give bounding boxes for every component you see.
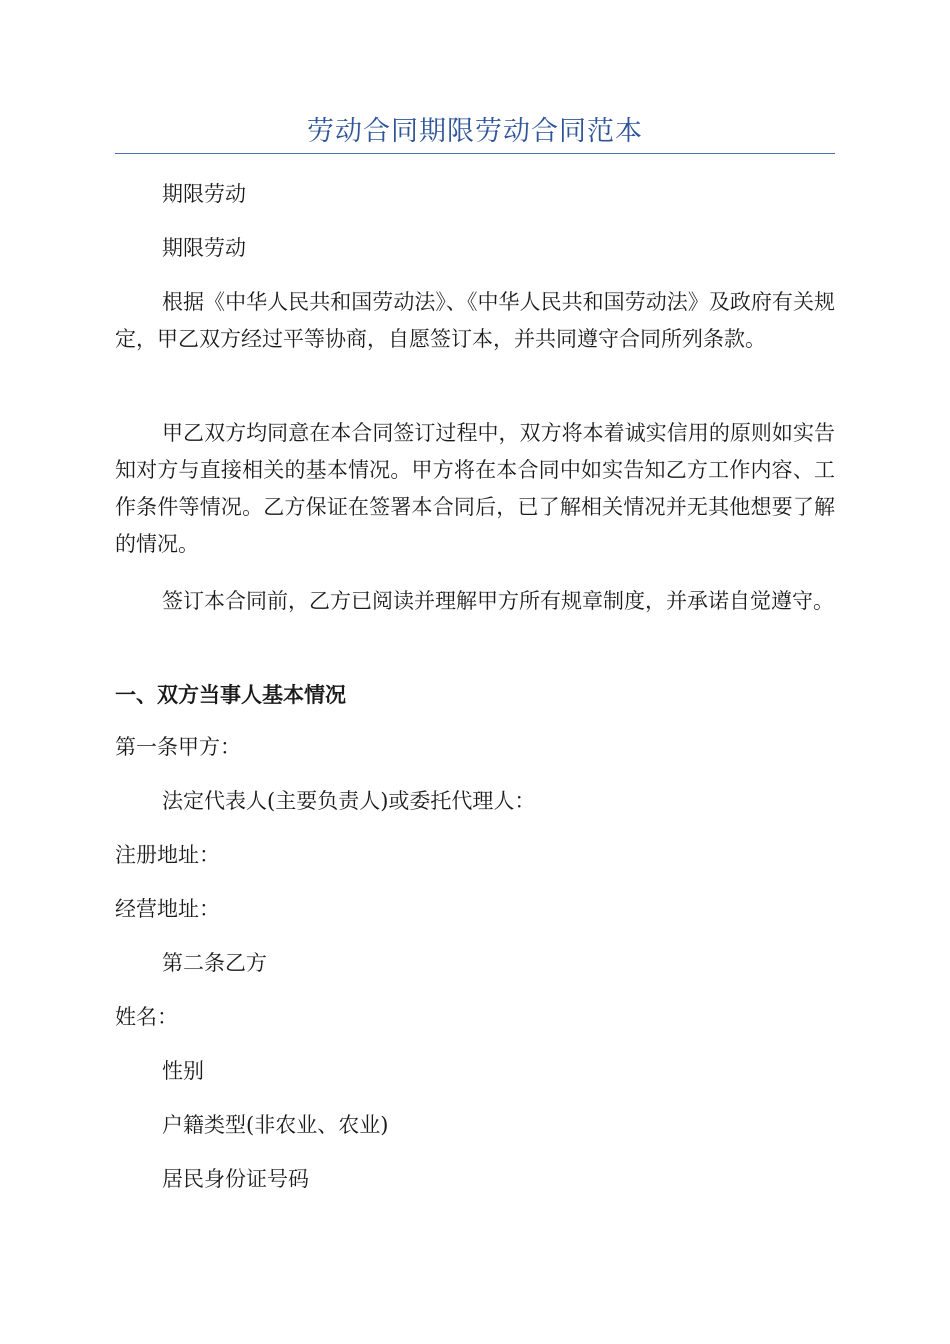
paragraph-good-faith: 甲乙双方均同意在本合同签订过程中，双方将本着诚实信用的原则如实告知对方与直接相关的基本情况。甲方将在本合同中如实告知乙方工作内容、工作条件等情况。乙方保证在签署本合同后，已了解相关情况并无其他想要了解的情况。 — [115, 421, 835, 556]
field-id-number: 居民身份证号码 — [162, 1167, 309, 1191]
article-two-party-b: 第二条乙方 — [162, 951, 267, 975]
document-title: 劳动合同期限劳动合同范本 — [307, 116, 643, 147]
paragraph-rules-acknowledgement: 签订本合同前，乙方已阅读并理解甲方所有规章制度，并承诺自觉遵守。 — [162, 589, 834, 613]
article-one-party-a: 第一条甲方： — [115, 735, 241, 759]
field-gender: 性别 — [162, 1059, 204, 1083]
field-registered-address: 注册地址： — [115, 843, 220, 867]
section-heading-parties: 一、双方当事人基本情况 — [115, 682, 346, 707]
field-name: 姓名： — [115, 1005, 178, 1029]
title-underline — [115, 153, 835, 154]
field-legal-representative: 法定代表人(主要负责人)或委托代理人： — [162, 789, 536, 813]
paragraph-term-labor-2: 期限劳动 — [162, 236, 246, 260]
field-household-type: 户籍类型(非农业、农业) — [162, 1113, 389, 1137]
paragraph-legal-basis: 根据《中华人民共和国劳动法》、《中华人民共和国劳动法》及政府有关规定，甲乙双方经过平等协商，自愿签订本，并共同遵守合同所列条款。 — [115, 290, 835, 351]
field-business-address: 经营地址： — [115, 897, 220, 921]
paragraph-term-labor-1: 期限劳动 — [162, 182, 246, 206]
